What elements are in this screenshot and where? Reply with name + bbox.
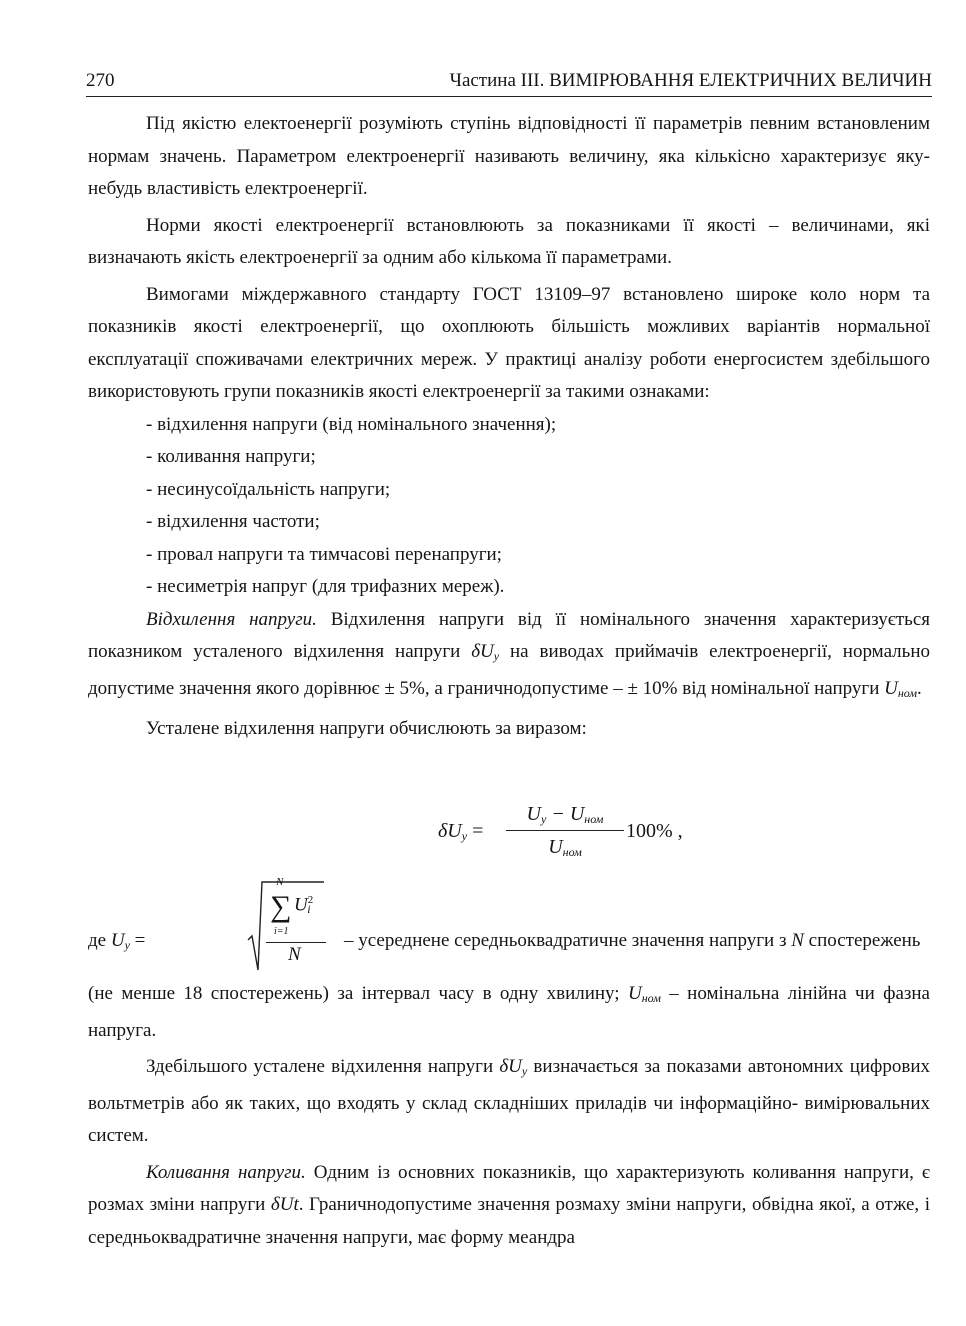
deviation-formula: $\delta U_y$ = $U_y - U_{ном}$ $U_{ном}$ 100% , xyxy=(438,800,698,870)
rms-definition: де $U_y$ = N ∑ $U^2_i$ i=1 N – усереднене середньоквадратичне значення напруги з N спостережень xyxy=(88,878,930,978)
paragraph-deviation: Відхилення напруги. Відхилення напруги від її номінального значення характеризується показником усталеного відхилення напруги $\delta U_y$ на виводах приймачів електроенергії, нормально допустиме значення якого дорівнює ± 5%, а граничнодопустиме – ± 10% від номінальної напруги $U_{ном}$. xyxy=(88,608,930,700)
main-text-continued xyxy=(88,978,930,1254)
list-item: - коливання напруги; xyxy=(146,446,316,467)
running-header xyxy=(86,66,932,97)
section-heading: Відхилення напруги. xyxy=(146,608,317,630)
paragraph: Норми якості електроенергії встановлюють за показниками її якості – величинами, які визначають якість електроенергії за одним або кількома її параметрами. xyxy=(88,214,930,268)
paragraph: Вимогами міждержавного стандарту ГОСТ 13109–97 встановлено широке коло норм та показників якості електроенергії, що охоплюють більшість можливих варіантів нормальної експлуатації споживачами електричних мереж. У практиці аналізу роботи енергосистем здебільшого використовують групи показників якості електроенергії за такими ознаками: xyxy=(88,283,930,402)
denominator: $U_{ном}$ xyxy=(548,836,582,859)
paragraph: (не менше 18 спостережень) за інтервал часу в одну хвилину; $U_{ном}$ – номінальна лінійна чи фазна напруга. xyxy=(88,983,930,1041)
square-root: N ∑ $U^2_i$ i=1 N xyxy=(258,878,338,974)
chapter-title: Частина III. ВИМІРЮВАННЯ ЕЛЕКТРИЧНИХ ВЕЛИЧИН xyxy=(449,70,932,91)
list-item: - відхилення напруги (від номінального значення); xyxy=(146,413,557,435)
paragraph: Під якістю електоенергії розуміють ступінь відповідності її параметрів певним встановленим нормам значень. Параметром електроенергії називають величину, яка кількісно характеризує яку-небудь властивість електроенергії. xyxy=(88,113,930,199)
section-heading: Коливання напруги. xyxy=(146,1161,306,1183)
main-text xyxy=(88,108,930,746)
paragraph: Здебільшого усталене відхилення напруги $\delta U_y$ визначається за показами автономних цифрових вольтметрів або як таких, що входять у склад складніших приладів чи інформаційно- вимірювальних систем. xyxy=(88,1056,930,1146)
fraction xyxy=(506,800,624,861)
paragraph-oscillation: Коливання напруги. Одним із основних показників, що характеризують коливання напруги, є розмах зміни напруги δUt. Граничнодопустиме значення розмаху зміни напруги, обвідна якої, а отже, і середньоквадратичне значення напруги, має форму меандра xyxy=(88,1161,931,1248)
page-number: 270 xyxy=(86,70,115,91)
formula-intro: Усталене відхилення напруги обчислюють за виразом: xyxy=(146,718,587,739)
list-item: - несиметрія напруг (для трифазних мереж). xyxy=(146,576,505,597)
list-item: - провал напруги та тимчасові перенапруги; xyxy=(146,543,502,565)
fraction-bar xyxy=(506,830,624,831)
list-item: - відхилення частоти; xyxy=(146,511,320,532)
list-item: - несинусоїдальність напруги; xyxy=(146,478,391,500)
numerator: $U_y - U_{ном}$ xyxy=(526,803,604,826)
